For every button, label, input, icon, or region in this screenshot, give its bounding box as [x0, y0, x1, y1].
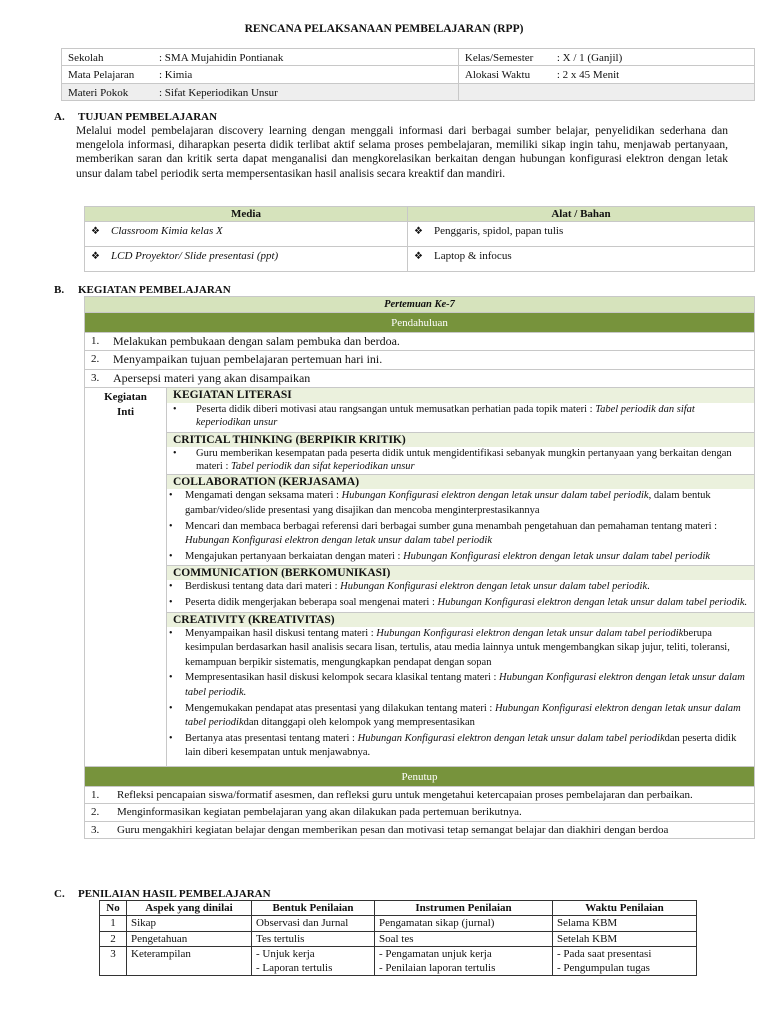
alat-cell-2: [408, 247, 755, 272]
item-number: 2.: [91, 806, 100, 819]
kegiatan-inti-content: [167, 388, 755, 767]
critical-list: [167, 447, 754, 473]
cell-waktu: Setelah KBM: [553, 931, 697, 946]
pendahuluan-item-3: [85, 369, 755, 388]
diamond-bullet-icon: ❖: [414, 226, 423, 238]
item-text: Bertanya atas presentasi tentang materi :: [185, 732, 358, 744]
list-item: [167, 596, 748, 611]
item-text: Menyampaikan hasil diskusi tentang materi :: [185, 627, 377, 639]
inti-label-line-2: Inti: [116, 405, 135, 418]
item-text: Apersepsi materi yang akan disampaikan: [113, 370, 311, 385]
cell-instrumen: Soal tes: [375, 931, 553, 946]
bentuk-line: - Laporan tertulis: [256, 962, 333, 975]
cell-no: 3: [100, 946, 127, 976]
empty-cell: [458, 83, 754, 100]
section-b-letter: B.: [54, 284, 65, 296]
item-number: 2.: [91, 353, 100, 366]
diamond-bullet-icon: ❖: [414, 251, 423, 263]
item-text: Peserta didik mengerjakan beberapa soal mengenai materi :: [185, 596, 438, 608]
alokasi-value: : 2 x 45 Menit: [556, 69, 620, 82]
alat-item: Penggaris, spidol, papan tulis: [434, 225, 564, 238]
item-tail: berupa kesimpulan berdasarkan hasil analisis secara lisan, tertulis, atau media lainnya untuk mengembangkan sikap jujur, teliti, toleransi, kemampuan berpikir sistematis, mengungkapkan pendapat dengan sopan: [185, 627, 730, 668]
item-text: Refleksi pencapaian siswa/formatif asesmen, dan refleksi guru untuk mengetahui ketercapaian proses pembelajaran dan perbaikan.: [117, 788, 693, 801]
sekolah-value: : SMA Mujahidin Pontianak: [159, 52, 284, 64]
bentuk-line: - Unjuk kerja: [256, 947, 315, 960]
media-header: Media: [85, 207, 408, 222]
item-emphasis: Hubungan Konfigurasi elektron dengan letak unsur dalam tabel periodik: [185, 702, 741, 729]
literasi-list: [167, 403, 754, 432]
list-item: [167, 627, 748, 671]
cell-waktu: [553, 946, 697, 976]
materi-cell: [62, 83, 459, 100]
penutup-item-2: [85, 804, 755, 822]
col-header: Bentuk Penilaian: [252, 901, 375, 916]
list-item: [167, 702, 748, 731]
instrumen-line: - Penilaian laporan tertulis: [379, 962, 496, 975]
list-item: [167, 732, 748, 761]
penutup-item-3: [85, 821, 755, 839]
col-header: Aspek yang dinilai: [127, 901, 252, 916]
penutup-band: Penutup: [85, 766, 755, 786]
item-number: 1.: [91, 334, 100, 347]
item-emphasis: Hubungan Konfigurasi elektron dengan letak unsur dalam tabel periodik: [341, 490, 649, 502]
item-text: Mengamati dengan seksama materi :: [185, 490, 342, 502]
cell-bentuk: Tes tertulis: [252, 931, 375, 946]
media-item: LCD Proyektor/ Slide presentasi (ppt): [111, 250, 279, 263]
table-row: [100, 931, 697, 946]
col-header: No: [100, 901, 127, 916]
diamond-bullet-icon: ❖: [91, 251, 100, 263]
table-row: [100, 946, 697, 976]
list-item: [167, 447, 748, 473]
media-cell-2: [85, 247, 408, 272]
creativity-list: [167, 627, 754, 766]
pertemuan-label: Pertemuan Ke-7: [85, 297, 755, 313]
item-emphasis: Hubungan Konfigurasi elektron dengan letak unsur dalam tabel periodik.: [437, 596, 748, 608]
cell-bentuk: Observasi dan Jurnal: [252, 916, 375, 931]
alat-cell-1: [408, 222, 755, 247]
section-c-title: PENILAIAN HASIL PEMBELAJARAN: [78, 888, 271, 900]
item-emphasis: Hubungan Konfigurasi elektron dengan letak unsur dalam tabel periodik: [340, 581, 648, 593]
cell-aspek: Pengetahuan: [127, 931, 252, 946]
list-item: [167, 489, 748, 518]
item-emphasis: Tabel periodik dan sifat keperiodikan unsur: [196, 404, 695, 429]
item-emphasis: Hubungan Konfigurasi elektron dengan letak unsur dalam tabel periodik: [185, 535, 492, 547]
document-title: RENCANA PELAKSANAAN PEMBELAJARAN (RPP): [244, 23, 524, 35]
collaboration-title: COLLABORATION (KERJASAMA): [167, 474, 754, 489]
mapel-value: : Kimia: [159, 69, 193, 82]
sekolah-label: Sekolah: [68, 52, 104, 64]
materi-label: Materi Pokok: [68, 86, 129, 99]
penutup-item-1: [85, 786, 755, 804]
inti-label-line-1: Kegiatan: [104, 391, 147, 404]
item-text: Berdiskusi tentang data dari materi :: [185, 581, 341, 593]
item-emphasis: Hubungan Konfigurasi elektron dengan letak unsur dalam tabel periodik: [376, 627, 684, 639]
list-item: [167, 671, 748, 700]
item-number: 1.: [91, 788, 100, 801]
media-table: [84, 206, 755, 272]
col-header: Instrumen Penilaian: [375, 901, 553, 916]
cell-instrumen: Pengamatan sikap (jurnal): [375, 916, 553, 931]
item-number: 3.: [91, 823, 100, 836]
item-emphasis: Tabel periodik dan sifat keperiodikan unsur: [231, 461, 415, 473]
item-number: 3.: [91, 371, 100, 384]
section-c-letter: C.: [54, 888, 65, 900]
kelas-value: : X / 1 (Ganjil): [556, 52, 623, 64]
tujuan-paragraph: Melalui model pembelajaran discovery learning dengan menggali informasi dari berbagai sumber belajar, penyelidikan sederhana dan mengelola informasi, diharapkan peserta didik terlibat aktif selama proses pembelajaran, memiliki sikap ingin tahu, menjawab pertanyaan, memberikan saran dan kritik serta dapat menganalisi dan mengkorelasikan berkaitan dengan hubungan konfigurasi elektron dengan letak unsur dalam tabel periodik serta mempersentasikan hasil analisis secara kreaktif dan mandiri.: [76, 125, 728, 180]
creativity-title: CREATIVITY (KREATIVITAS): [167, 612, 754, 627]
item-emphasis: Hubungan Konfigurasi elektron dengan letak unsur dalam tabel periodik: [357, 732, 665, 744]
section-a-letter: A.: [54, 111, 65, 123]
waktu-line: - Pengumpulan tugas: [557, 962, 650, 975]
item-text: Mencari dan membaca berbagai referensi dari berbagai sumber guna menambah pengetahuan dan pemahaman tentang materi :: [185, 520, 718, 532]
section-a-heading: [54, 110, 217, 124]
item-text: Guru mengakhiri kegiatan belajar dengan memberikan pesan dan motivasi tetap semangat belajar dan diakhiri dengan berdoa: [117, 823, 669, 836]
kegiatan-inti-label: [85, 388, 167, 767]
item-text: Mengemukakan pendapat atas presentasi yang dilakukan tentang materi :: [185, 702, 495, 714]
alat-item: Laptop & infocus: [434, 250, 512, 263]
pendahuluan-item-2: [85, 351, 755, 370]
cell-aspek: Keterampilan: [127, 946, 252, 976]
item-tail: dan ditanggapi oleh kelompok yang mempresentasikan: [243, 717, 475, 729]
critical-title: CRITICAL THINKING (BERPIKIR KRITIK): [167, 432, 754, 447]
list-item: [167, 520, 748, 549]
penilaian-table: [99, 900, 697, 976]
identity-table: [61, 48, 755, 101]
item-text: Peserta didik diberi motivasi atau rangsangan untuk memusatkan perhatian pada topik materi :: [196, 404, 596, 416]
alokasi-cell: [458, 66, 754, 83]
communication-list: [167, 580, 754, 610]
list-item: [167, 403, 748, 429]
instrumen-line: - Pengamatan unjuk kerja: [379, 947, 492, 960]
item-text: Mempresentasikan hasil diskusi kelompok secara klasikal tentang materi :: [185, 672, 500, 684]
section-b-title: KEGIATAN PEMBELAJARAN: [78, 284, 231, 296]
mapel-cell: [62, 66, 459, 83]
collaboration-list: [167, 489, 754, 564]
item-tail: , dalam bentuk gambar/video/slide presentasi yang disajikan dan mencoba menginterprestasikannya: [185, 490, 711, 517]
materi-value: : Sifat Keperiodikan Unsur: [159, 86, 278, 99]
item-text: Mengajukan pertanyaan berkaiatan dengan materi :: [185, 550, 404, 562]
pendahuluan-band: Pendahuluan: [85, 312, 755, 332]
cell-aspek: Sikap: [127, 916, 252, 931]
media-cell-1: [85, 222, 408, 247]
cell-no: 2: [100, 931, 127, 946]
mapel-label: Mata Pelajaran: [68, 69, 135, 82]
kelas-cell: [458, 49, 754, 66]
waktu-line: - Pada saat presentasi: [557, 947, 652, 960]
cell-waktu: Selama KBM: [553, 916, 697, 931]
pendahuluan-item-1: [85, 332, 755, 351]
kegiatan-table: [84, 296, 755, 839]
item-emphasis: Hubungan Konfigurasi elektron dengan letak unsur dalam tabel periodik.: [185, 672, 745, 698]
kelas-label: Kelas/Semester: [464, 52, 534, 64]
alokasi-label: Alokasi Waktu: [464, 69, 531, 82]
section-a-title: TUJUAN PEMBELAJARAN: [78, 111, 218, 123]
item-tail: dan peserta didik lain diberi kesempatan untuk menjawabnya.: [185, 732, 737, 759]
item-text: Melakukan pembukaan dengan salam pembuka dan berdoa.: [113, 333, 400, 348]
item-text: Guru memberikan kesempatan pada peserta didik untuk mengidentifikasi sebanyak mungkin pertanyaan yang berkaitan dengan materi :: [196, 448, 732, 473]
cell-no: 1: [100, 916, 127, 931]
item-emphasis: Hubungan Konfigurasi elektron dengan letak unsur dalam tabel periodik: [403, 550, 711, 562]
sekolah-cell: [62, 49, 459, 66]
item-text: Menyampaikan tujuan pembelajaran pertemuan hari ini.: [113, 352, 383, 367]
communication-title: COMMUNICATION (BERKOMUNIKASI): [167, 565, 754, 580]
alat-header: Alat / Bahan: [408, 207, 755, 222]
diamond-bullet-icon: ❖: [91, 226, 100, 238]
item-text: Menginformasikan kegiatan pembelajaran yang akan dilakukan pada pertemuan berikutnya.: [117, 806, 522, 819]
item-tail: .: [647, 581, 650, 593]
col-header: Waktu Penilaian: [553, 901, 697, 916]
media-item: Classroom Kimia kelas X: [111, 225, 223, 238]
table-row: [100, 916, 697, 931]
list-item: [167, 580, 748, 595]
literasi-title: KEGIATAN LITERASI: [167, 388, 754, 403]
cell-instrumen: [375, 946, 553, 976]
cell-bentuk: [252, 946, 375, 976]
list-item: [167, 550, 748, 565]
